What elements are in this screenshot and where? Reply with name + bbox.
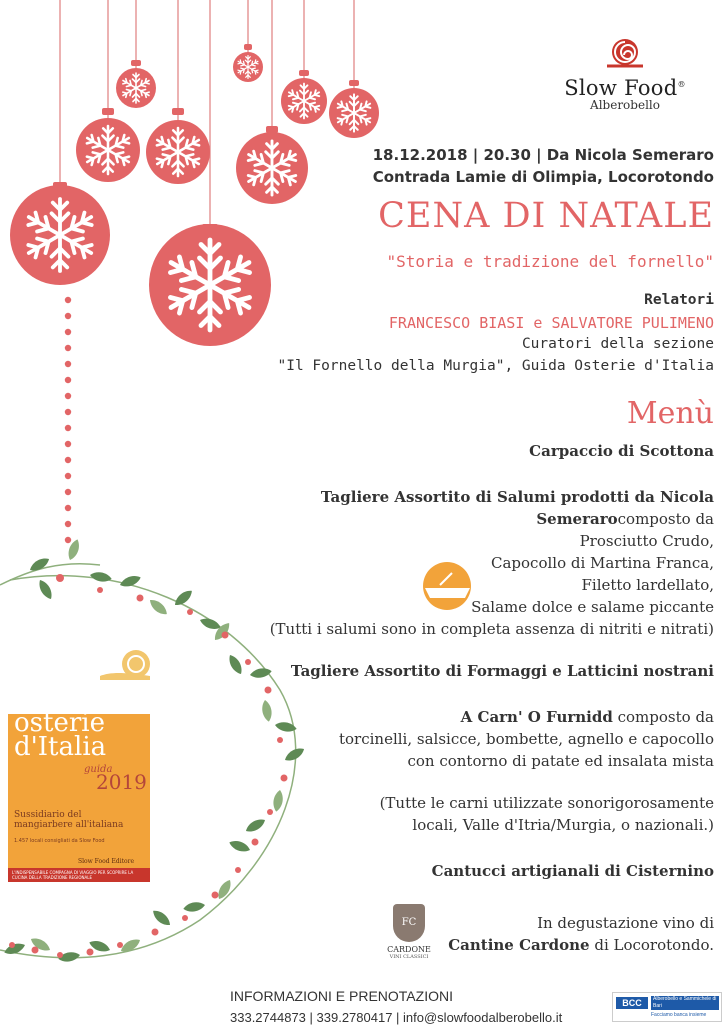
ornament-ball <box>76 108 140 182</box>
ornament-ball <box>329 80 379 138</box>
event-title: CENA DI NATALE <box>378 196 714 236</box>
event-location: Contrada Lamie di Olimpia, Locorotondo <box>372 168 714 186</box>
menu-item-tagliere-salumi: Tagliere Assortito di Salumi prodotti da Nicola Semerarocomposto da Prosciutto Crudo, Capocollo di Martina Franca, Filetto lardellato, Salame dolce e salame piccante (Tutti i salumi sono in completa assenza di nitriti e nitrati) <box>269 488 714 638</box>
book-title-2: d'Italia <box>14 732 107 762</box>
menu-item-cantucci: Cantucci artigianali di Cisternino <box>431 862 714 880</box>
menu-title: Menù <box>626 396 714 431</box>
cardone-crest-icon: FC <box>393 904 425 942</box>
logo-city: Alberobello <box>590 98 660 112</box>
slow-food-logo <box>540 36 710 112</box>
ornament-ball <box>233 44 263 82</box>
cardone-logo <box>384 904 434 960</box>
relatori-names: FRANCESCO BIASI e SALVATORE PULIMENO <box>388 314 714 332</box>
book-year: 2019 <box>96 770 147 794</box>
ornament-ball <box>149 224 271 346</box>
osterie-book-cover <box>8 708 150 882</box>
logo-name: Slow Food <box>564 76 678 100</box>
registered-mark: ® <box>677 80 686 89</box>
event-subtitle: "Storia e tradizione del fornello" <box>386 252 714 271</box>
snail-icon <box>100 650 150 680</box>
book-editore: Slow Food Editore <box>78 858 135 865</box>
bcc-tagline: Facciamo banca insieme <box>651 1012 707 1018</box>
bcc-logo <box>612 992 722 1022</box>
cardone-sub: VINI CLASSICI <box>389 954 429 960</box>
book-band: L'INDISPENSABILE COMPAGNA DI VIAGGIO PER SCOPRIRE LA CUCINA DELLA TRADIZIONE REGIONALE <box>8 868 150 882</box>
footer-heading: INFORMAZIONI E PRENOTAZIONI <box>230 988 453 1004</box>
ornament-ball <box>236 126 308 204</box>
ornament-ball <box>281 70 327 124</box>
bcc-name: Alberobello e Sammichele di Bari <box>651 996 719 1010</box>
menu-item-carpaccio: Carpaccio di Scottona <box>529 442 714 460</box>
footer-contacts: 333.2744873 | 339.2780417 | info@slowfoodalberobello.it <box>230 1010 563 1025</box>
menu-item-carne: A Carn' O Furnidd composto da torcinelli, salsicce, bombette, agnello e capocollo con contorno di patate ed insalata mista <box>339 708 714 770</box>
ornament-ball <box>10 182 110 285</box>
book-guida: guida <box>84 764 113 775</box>
guida-text: "Il Fornello della Murgia", Guida Osterie d'Italia <box>277 358 714 374</box>
book-subtitle-2: 1.457 locali consigliati da Slow Food <box>14 838 105 844</box>
event-date: 18.12.2018 | 20.30 | Da Nicola Semeraro <box>372 146 714 164</box>
menu-vino: In degustazione vino di Cantine Cardone di Locorotondo. <box>448 914 714 954</box>
relatori-label: Relatori <box>644 292 714 308</box>
cardone-name: CARDONE <box>387 945 431 954</box>
curatori-text: Curatori della sezione <box>521 336 714 352</box>
menu-item-formaggi: Tagliere Assortito di Formaggi e Latticini nostrani <box>290 662 714 680</box>
book-title-1: osterie <box>14 708 105 738</box>
bcc-mark: BCC <box>616 997 648 1009</box>
menu-note-carni: (Tutte le carni utilizzate sonorigorosamente locali, Valle d'Itria/Murgia, o nazionali.) <box>379 794 714 834</box>
snail-icon <box>605 36 645 70</box>
book-subtitle: Sussidiario del mangiarbere all'italiana <box>14 810 124 830</box>
